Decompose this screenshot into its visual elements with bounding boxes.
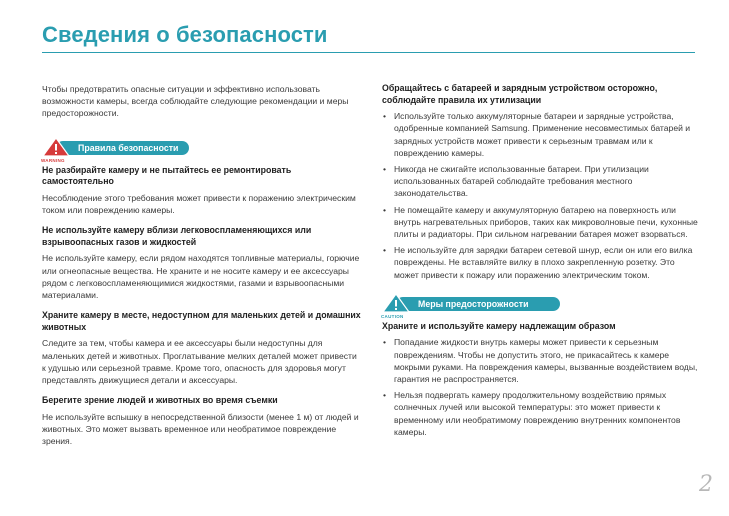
battery-bullet-list xyxy=(382,110,700,281)
intro-text: Чтобы предотвратить опасные ситуации и эффективно использовать возможности камеры, всегда соблюдайте следующие рекомендации и меры предосторожности. xyxy=(42,84,349,119)
list-item: • Никогда не сжигайте использованные батареи. При утилизации использованных батарей соблюдайте требования местного законодательства. xyxy=(382,163,700,200)
page-number: 2 xyxy=(699,472,713,497)
section-heading: Храните камеру в месте, недоступном для маленьких детей и домашних животных xyxy=(42,310,361,332)
warning-badge-label: Правила безопасности xyxy=(56,141,189,155)
warning-icon-caption: WARNING xyxy=(41,157,65,163)
list-item: • Используйте только аккумуляторные батареи и зарядные устройства, одобренные компанией Samsung. Применение несовместимых батарей и зарядных устройств может привести к серьезным травмам или к повреждению камеры. xyxy=(382,110,700,159)
list-item: • Попадание жидкости внутрь камеры может привести к серьезным повреждениям. Чтобы не допустить этого, не прикасайтесь к камере мокрыми руками. На повреждения камеры, вызванные воздействием воды, гарантия не распространяется. xyxy=(382,336,700,385)
caution-heading: Храните и используйте камеру надлежащим образом xyxy=(382,320,616,331)
caution-badge xyxy=(382,293,700,321)
battery-heading: Обращайтесь с батареей и зарядным устройством осторожно, соблюдайте правила их утилизации xyxy=(382,83,658,105)
caution-bullet-list xyxy=(382,336,700,438)
title-divider xyxy=(42,52,695,53)
section-body: Не используйте камеру, если рядом находятся топливные материалы, горючие или огнеопасные вещества. Не храните и не носите камеру и ее аксессуары рядом с легковоспламеняющимися жидкостями, газами и взрывоопасными материалами. xyxy=(42,253,360,300)
section-body: Не используйте вспышку в непосредственной близости (менее 1 м) от людей и животных. Это может вызвать временное или необратимое повреждение зрения. xyxy=(42,411,359,447)
page-title: Сведения о безопасности xyxy=(42,22,328,47)
caution-badge-label: Меры предосторожности xyxy=(396,297,560,311)
warning-section xyxy=(42,165,362,217)
section-body: Следите за тем, чтобы камера и ее аксессуары были недоступны для маленьких детей и животных. Проглатывание мелких деталей может привести к удушью или серьезной травме. Кроме того, опасность для здоровья могут представлять движущиеся детали и аксессуары. xyxy=(42,338,357,385)
list-item: • Не используйте для зарядки батареи сетевой шнур, если он или его вилка повреждены. Не вставляйте вилку в плохо закрепленную розетку. Это может привести к пожару или поражению электрическим током. xyxy=(382,244,700,281)
section-heading: Не используйте камеру вблизи легковоспламеняющихся или взрывоопасных газов и жидкостей xyxy=(42,225,312,247)
battery-section xyxy=(382,83,700,281)
list-item: • Нельзя подвергать камеру продолжительному воздействию прямых солнечных лучей или высокой температуры: это может привести к временному или необратимому повреждению внутренних компонентов камеры. xyxy=(382,389,700,438)
caution-icon-caption: CAUTION xyxy=(381,313,404,319)
warning-section xyxy=(42,395,362,447)
section-heading: Берегите зрение людей и животных во время съемки xyxy=(42,395,278,406)
left-column xyxy=(42,83,362,456)
section-heading: Не разбирайте камеру и не пытайтесь ее ремонтировать самостоятельно xyxy=(42,164,292,187)
warning-section xyxy=(42,310,362,386)
caution-section xyxy=(382,293,700,438)
right-column xyxy=(382,83,700,442)
warning-section xyxy=(42,225,362,301)
section-body: Несоблюдение этого требования может привести к поражению электрическим током или повреждению камеры. xyxy=(42,192,356,215)
warning-icon xyxy=(42,137,70,165)
list-item: • Не помещайте камеру и аккумуляторную батарею на поверхность или внутрь нагревательных приборов, таких как микроволновые печи, кухонные плиты и радиаторы. При сильном нагревании батарея может взорваться. xyxy=(382,204,700,241)
caution-icon xyxy=(382,293,410,321)
warning-badge xyxy=(42,137,362,165)
